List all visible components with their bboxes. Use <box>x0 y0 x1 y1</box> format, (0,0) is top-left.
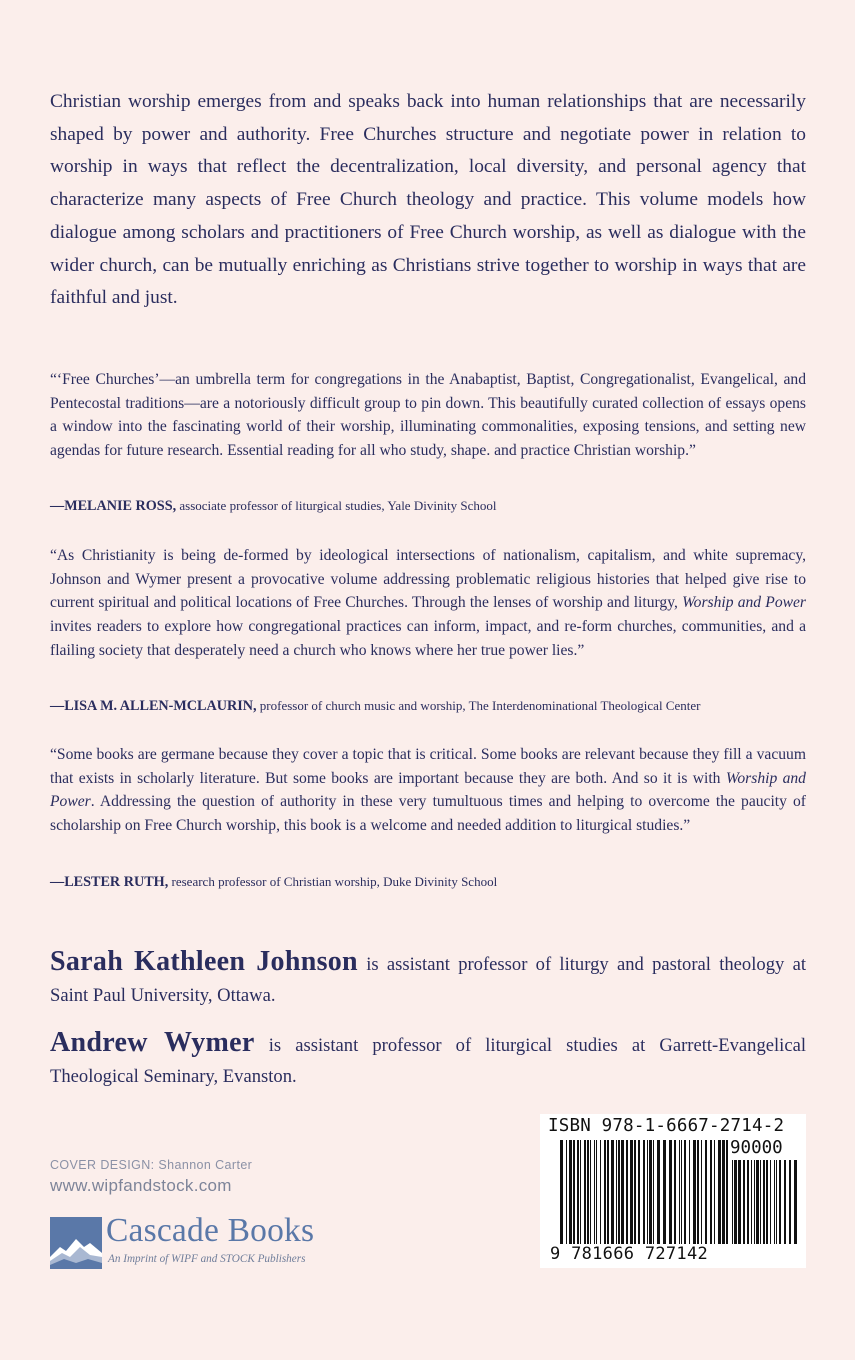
barcode-stripe <box>770 1160 771 1244</box>
barcode-stripe <box>760 1160 761 1244</box>
barcode-stripe <box>756 1160 759 1244</box>
barcode-stripe <box>718 1140 721 1244</box>
barcode-stripe <box>607 1140 609 1244</box>
barcode-stripe <box>643 1140 645 1244</box>
barcode-stripe <box>618 1140 620 1244</box>
quote-text: “As Christianity is being de-formed by ideological intersections of nationalism, capitalism, and white supremacy, Johnson and Wymer present a provocative volume addressing problematic religious histories that helped give rise to current spiritual and political locations of Free Churches. Through the lenses of worship and liturgy, <box>50 547 806 612</box>
barcode-stripe <box>789 1160 791 1244</box>
barcode-stripe <box>701 1140 702 1244</box>
endorser-name: —MELANIE ROSS, <box>50 498 177 514</box>
barcode-stripe <box>569 1140 572 1244</box>
isbn-barcode <box>540 1114 806 1268</box>
author-name: Andrew Wymer <box>50 1027 255 1058</box>
book-title-italic: Worship and Power <box>682 594 807 612</box>
barcode-stripe <box>600 1140 601 1244</box>
barcode-stripe <box>774 1160 775 1244</box>
barcode-stripe <box>611 1140 614 1244</box>
publisher-tagline: An Imprint of WIPF and STOCK Publishers <box>108 1253 306 1265</box>
barcode-stripe <box>722 1140 725 1244</box>
quote-text: . Addressing the question of authority in these very tumultuous times and helping to overcome the paucity of scholarship on Free Church worship, this book is a welcome and needed addition to liturgical studies.” <box>50 793 806 835</box>
barcode-stripe <box>577 1140 579 1244</box>
barcode-stripe <box>754 1160 755 1244</box>
endorser-name: —LISA M. ALLEN-MCLAURIN, <box>50 698 257 714</box>
book-title-italic: Worship and Power <box>50 769 806 811</box>
isbn-text: ISBN 978-1-6667-2714-2 <box>548 1116 785 1136</box>
barcode-stripe <box>738 1160 741 1244</box>
barcode-stripe <box>626 1140 628 1244</box>
publisher-website-link[interactable]: www.wipfandstock.com <box>50 1176 232 1195</box>
barcode-stripe <box>693 1140 696 1244</box>
quote-text: invites readers to explore how congregational practices can inform, impact, and re-form churches, communities, and a flailing society that desperately need a church who knows where her true power lies.” <box>50 618 806 659</box>
barcode-stripe <box>596 1140 597 1244</box>
barcode-stripe <box>714 1140 715 1244</box>
barcode-stripe <box>616 1140 617 1244</box>
publisher-name: Cascade Books <box>106 1212 315 1249</box>
author-bio-johnson <box>50 946 806 1011</box>
endorsement-attribution-ruth <box>50 873 830 891</box>
endorser-title: research professor of Christian worship, Duke Divinity School <box>168 874 498 889</box>
barcode-stripe <box>689 1140 690 1244</box>
barcode-stripe <box>763 1160 765 1244</box>
barcode-stripe <box>594 1140 595 1244</box>
barcode-stripe <box>679 1140 680 1244</box>
barcode-stripe <box>647 1140 648 1244</box>
barcode-stripe <box>747 1160 749 1244</box>
barcode-stripe <box>732 1160 733 1244</box>
endorsement-quote-allen-mclaurin <box>50 544 806 663</box>
barcode-stripe <box>794 1160 797 1244</box>
barcode-stripe <box>634 1140 636 1244</box>
ean-digits: 9 781666 727142 <box>550 1244 709 1264</box>
barcode-stripe <box>734 1160 737 1244</box>
barcode-stripe <box>649 1140 652 1244</box>
barcode-stripe <box>580 1140 581 1244</box>
barcode-stripe <box>684 1140 686 1244</box>
barcode-stripe <box>784 1160 786 1244</box>
barcode-stripe <box>697 1140 699 1244</box>
barcode-bars <box>560 1140 728 1248</box>
author-bio-wymer <box>50 1027 806 1092</box>
barcode-stripe <box>560 1140 563 1244</box>
barcode-stripe <box>604 1140 606 1244</box>
barcode-stripe <box>726 1140 728 1244</box>
endorsement-attribution-ross <box>50 497 830 515</box>
barcode-stripe <box>710 1140 712 1244</box>
barcode-stripe <box>743 1160 745 1244</box>
barcode-stripe <box>681 1140 682 1244</box>
barcode-stripe <box>630 1140 633 1244</box>
endorser-name: —LESTER RUTH, <box>50 874 169 890</box>
author-name: Sarah Kathleen Johnson <box>50 946 358 977</box>
quote-text: “Some books are germane because they cover a topic that is critical. Some books are relevant because they fill a vacuum that exists in scholarly literature. But some books are important because they are both. And so it is with <box>50 746 806 787</box>
barcode-stripe <box>638 1140 640 1244</box>
barcode-stripe <box>766 1160 768 1244</box>
barcode-stripe <box>751 1160 752 1244</box>
barcode-stripe <box>705 1140 707 1244</box>
endorsement-quote-ross: “‘Free Churches’—an umbrella term for congregations in the Anabaptist, Baptist, Congregationalist, Evangelical, and Pentecostal traditions—are a notoriously difficult group to pin down. This beautifully curated collection of essays opens a window into the fascinating world of their worship, illuminating commonalities, exposing tensions, and setting new agendas for future research. Essential reading for all who study, shape. and practice Christian worship.” <box>50 371 806 460</box>
barcode-stripe <box>587 1140 589 1244</box>
author-bio-text: is assistant professor of liturgical studies at Garrett-Evangelical Theological Seminary, Evanston. <box>50 1035 807 1087</box>
mountain-icon <box>50 1217 102 1269</box>
publisher-logo <box>50 1214 370 1274</box>
endorsement-attribution-allen-mclaurin <box>50 697 830 715</box>
barcode-stripe <box>776 1160 777 1244</box>
cover-design-credit: COVER DESIGN: Shannon Carter <box>50 1158 253 1172</box>
endorser-title: associate professor of liturgical studies, Yale Divinity School <box>176 498 497 513</box>
barcode-stripe <box>663 1140 666 1244</box>
barcode-stripe <box>584 1140 586 1244</box>
endorsement-quote-ruth <box>50 743 806 838</box>
price-code: 90000 <box>730 1138 783 1158</box>
barcode-stripe <box>573 1140 575 1244</box>
book-description: Christian worship emerges from and speaks back into human relationships that are necessarily shaped by power and authority. Free Churches structure and negotiate power in relation to worship in ways that reflect the decentralization, local diversity, and personal agency that characterize many aspects of Free Church theology and practice. This volume models how dialogue among scholars and practitioners of Free Church worship, as well as dialogue with the wider church, can be mutually enriching as Christians strive together to worship in ways that are faithful and just. <box>50 91 806 309</box>
addon-barcode-bars <box>732 1160 798 1268</box>
endorser-title: professor of church music and worship, The Interdenominational Theological Center <box>256 698 701 713</box>
barcode-stripe <box>566 1140 567 1244</box>
author-bio-text: is assistant professor of liturgy and pastoral theology at Saint Paul University, Ottawa. <box>50 954 806 1006</box>
barcode-stripe <box>590 1140 591 1244</box>
barcode-stripe <box>779 1160 781 1244</box>
barcode-stripe <box>657 1140 660 1244</box>
barcode-stripe <box>674 1140 676 1244</box>
barcode-stripe <box>669 1140 672 1244</box>
barcode-stripe <box>621 1140 624 1244</box>
barcode-stripe <box>653 1140 654 1244</box>
